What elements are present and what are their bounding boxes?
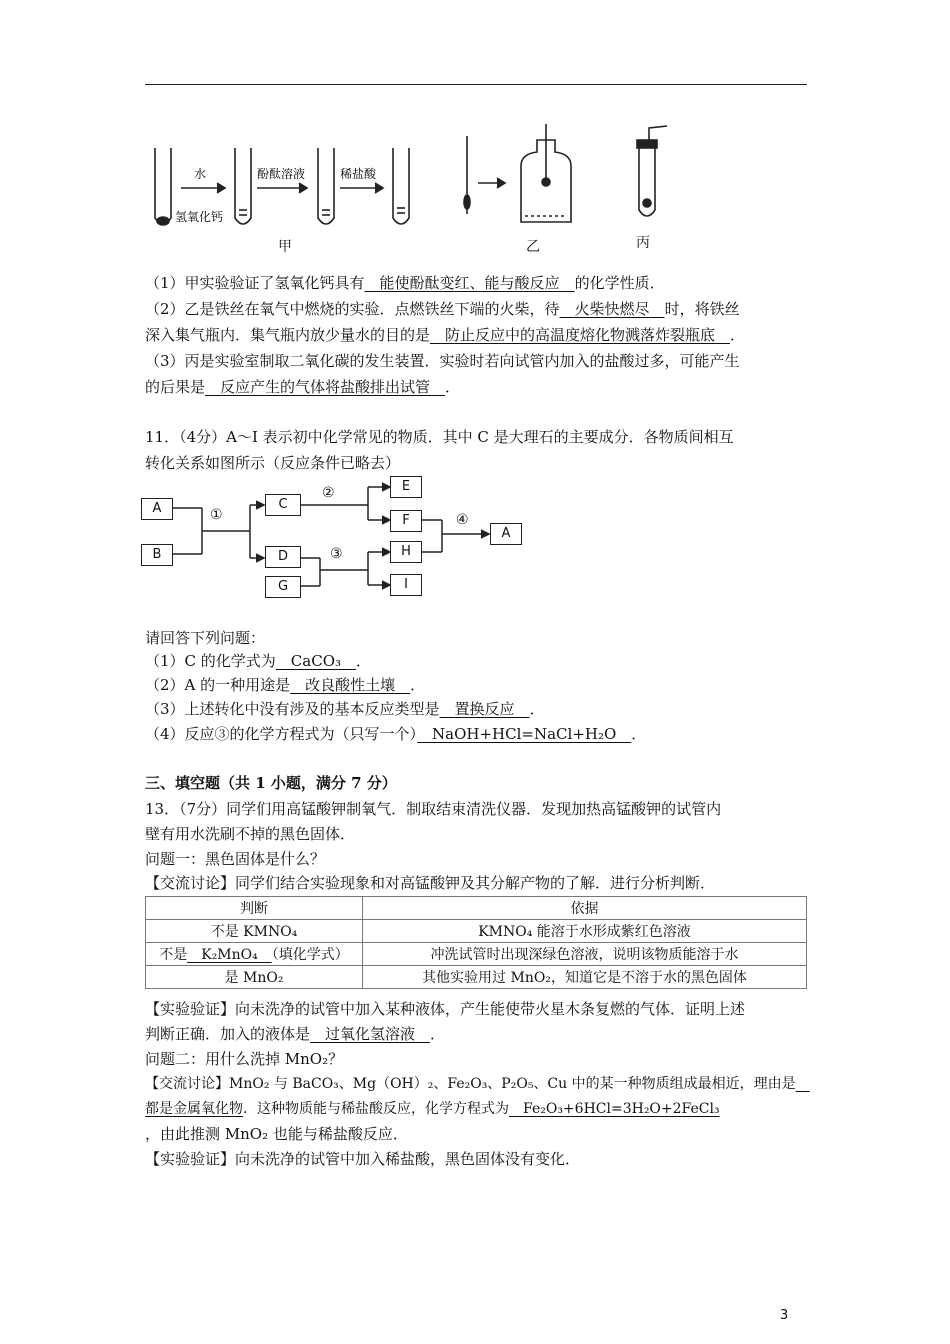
node-a: A [141, 498, 173, 520]
node-b: B [141, 544, 173, 566]
verify-2: 【实验验证】向未洗净的试管中加入稀盐酸，黑色固体没有变化． [145, 1150, 581, 1168]
q10-part2: （2）乙是铁丝在氧气中燃烧的实验．点燃铁丝下端的火柴，待 火柴快燃尽 时，将铁丝 [145, 300, 740, 318]
test-tube-1 [155, 148, 171, 224]
table-header-row [146, 897, 807, 920]
table-row [146, 966, 807, 989]
apparatus-figure [145, 118, 685, 258]
q11-answer-2: （2）A 的一种用途是 改良酸性土壤 ． [145, 676, 426, 694]
q11-answer-3: （3）上述转化中没有涉及的基本反应类型是 置换反应 ． [145, 700, 545, 718]
question-2: 问题二：用什么洗掉 MnO₂？ [145, 1050, 344, 1068]
cell-judgment: 不是 K₂MnO₄ （填化学式） [146, 943, 363, 966]
substance-label: 氢氧化钙 [175, 210, 224, 224]
cell-basis: 冲洗试管时出现深绿色溶液，说明该物质能溶于水 [363, 943, 807, 966]
q10-part1: （1）甲实验验证了氢氧化钙具有 能使酚酞变红、能与酸反应 的化学性质． [145, 274, 665, 292]
test-tube-3 [318, 148, 334, 224]
cell-basis: 其他实验用过 MnO₂，知道它是不溶于水的黑色固体 [363, 966, 807, 989]
node-a-result: A [490, 523, 522, 545]
q11-stem-1: 11．（4分）A～I 表示初中化学常见的物质．其中 C 是大理石的主要成分．各物质间相互 [145, 428, 734, 446]
caption-jia: 甲 [278, 239, 292, 255]
q10-part2b: 深入集气瓶内．集气瓶内放少量水的目的是 防止反应中的高温度熔化物溅落炸裂瓶底 ． [145, 326, 746, 344]
node-c: C [265, 494, 301, 516]
section-heading: 三、填空题（共 1 小题，满分 7 分） [145, 774, 397, 792]
reaction-mark-2: ② [322, 485, 335, 501]
question-1: 问题一：黑色固体是什么？ [145, 850, 326, 868]
header-basis: 依据 [363, 897, 807, 920]
test-tube-2 [235, 148, 251, 224]
caption-yi: 乙 [526, 239, 540, 255]
discussion-2-line1: 【交流讨论】MnO₂ 与 BaCO₃、Mg（OH）₂、Fe₂O₃、P₂O₅、Cu 中的某一种物质组成最相近，理由是 [145, 1076, 796, 1092]
verify-1-line1: 【实验验证】向未洗净的试管中加入某种液体，产生能使带火星木条复燃的气体．证明上述 [145, 1000, 746, 1018]
reaction-mark-4: ④ [456, 512, 469, 528]
reaction-diagram-lines [140, 470, 540, 600]
reaction-mark-1: ① [210, 507, 223, 523]
arrow-label-3: 稀盐酸 [340, 167, 377, 181]
verify-1-line2: 判断正确．加入的液体是 过氧化氢溶液 ． [145, 1025, 446, 1043]
cell-basis: KMNO₄ 能溶于水形成紫红色溶液 [363, 920, 807, 943]
reaction-mark-3: ③ [330, 546, 343, 562]
page-number: 3 [780, 1308, 789, 1323]
discussion-2-line2: 都是金属氧化物．这种物质能与稀盐酸反应，化学方程式为 Fe₂O₃+6HCl=3H₂O+2FeCl₃ [145, 1101, 720, 1117]
header-rule [145, 84, 807, 85]
cell-judgment: 是 MnO₂ [146, 966, 363, 989]
q10-part3b: 的后果是 反应产生的气体将盐酸排出试管 ． [145, 378, 461, 396]
judgment-table [145, 896, 807, 989]
q13-stem-1: 13．（7分）同学们用高锰酸钾制氧气．制取结束清洗仪器．发现加热高锰酸钾的试管内 [145, 800, 722, 818]
q11-answer-4: （4）反应③的化学方程式为（只写一个） NaOH+HCl=NaCl+H₂O ． [145, 725, 647, 743]
q13-stem-2: 壁有用水洗刷不掉的黑色固体． [145, 825, 356, 843]
node-g: G [265, 576, 301, 598]
caption-bing: 丙 [636, 235, 650, 251]
q11-prompt: 请回答下列问题： [145, 629, 266, 647]
q11-answer-1: （1）C 的化学式为 CaCO₃ ． [145, 652, 372, 670]
header-judgment: 判断 [146, 897, 363, 920]
node-d: D [265, 546, 301, 568]
q10-part3: （3）丙是实验室制取二氧化碳的发生装置．实验时若向试管内加入的盐酸过多，可能产生 [145, 352, 740, 370]
cell-judgment: 不是 KMNO₄ [146, 920, 363, 943]
node-i: I [390, 574, 422, 596]
arrow-label-1: 水 [194, 167, 207, 181]
table-row [146, 943, 807, 966]
q11-stem-2: 转化关系如图所示（反应条件已略去） [145, 454, 401, 472]
arrow-label-2: 酚酞溶液 [257, 167, 306, 181]
node-f: F [390, 510, 422, 532]
node-e: E [390, 476, 422, 498]
discussion-2-line3: ，由此推测 MnO₂ 也能与稀盐酸反应． [145, 1125, 408, 1143]
table-row [146, 920, 807, 943]
discussion-1: 【交流讨论】同学们结合实验现象和对高锰酸钾及其分解产物的了解．进行分析判断． [145, 874, 716, 892]
node-h: H [390, 541, 422, 563]
